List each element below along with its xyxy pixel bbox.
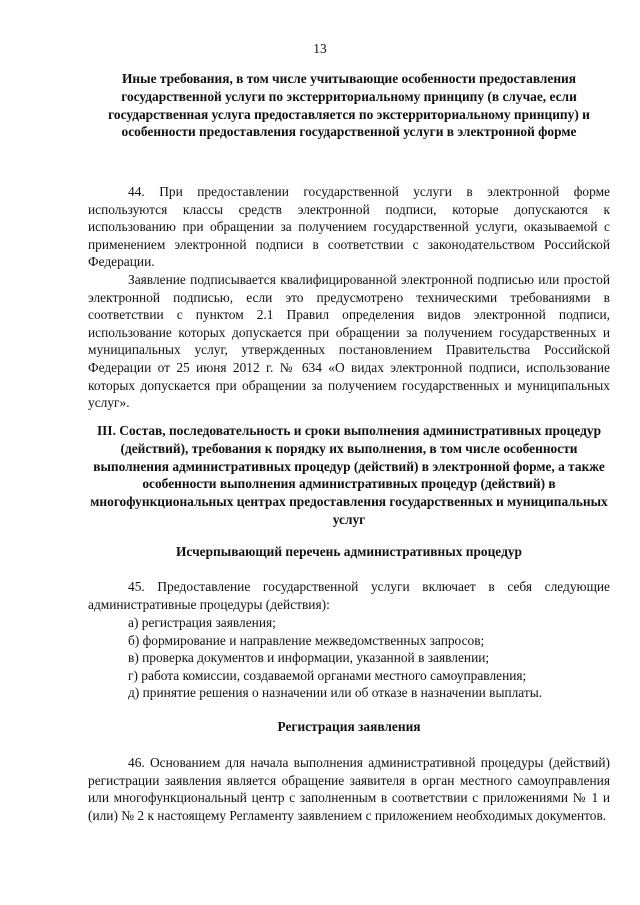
page-number: 13 bbox=[313, 41, 327, 56]
section-heading-other-requirements: Иные требования, в том числе учитывающие особенности предоставления государственной услуги по экстерриториальному принципу (в случае, если государственная услуга предоставляется по экстерриториальному принципу) и особенности предоставления государственной услуги в электронной форме bbox=[108, 71, 590, 140]
subsection-heading-registration: Регистрация заявления bbox=[277, 719, 421, 734]
section-heading-iii: III. Состав, последовательность и сроки выполнения административных процедур (действий), требования к порядку их выполнения, в том числе особенности выполнения административных процедур (действий) в электронной форме, а также особенности выполнения административных процедур (действий) в многофункциональных центрах предоставления государственных и муниципальных услуг bbox=[90, 423, 608, 527]
paragraph-signature-requirements: Заявление подписывается квалифицированной электронной подписью или простой электронной подписью, если это предусмотрено техническими требованиями в соответствии с пунктом 2.1 Правил определения видов электронной подписи, использование которых допускается при обращении за получением государственных и муниципальных услуг, утвержденных постановлением Правительства Российской Федерации от 25 июня 2012 г. № 634 «О видах электронной подписи, использование которых допускается при обращении за получением государственных и муниципальных услуг». bbox=[88, 272, 610, 411]
list-item: а) регистрация заявления; bbox=[128, 615, 276, 630]
list-item: в) проверка документов и информации, указанной в заявлении; bbox=[128, 650, 490, 666]
procedure-list bbox=[88, 614, 610, 702]
list-item: д) принятие решения о назначении или об отказе в назначении выплаты. bbox=[128, 685, 543, 701]
list-item: г) работа комиссии, создаваемой органами местного самоуправления; bbox=[128, 667, 527, 683]
subsection-heading-procedure-list: Исчерпывающий перечень административных процедур bbox=[175, 544, 522, 559]
list-item: б) формирование и направление межведомственных запросов; bbox=[128, 632, 485, 648]
paragraph-44: 44. При предоставлении государственной услуги в электронной форме используются классы средств электронной подписи, которые допускаются к использованию при обращении за получением государственной услуги, оказываемой с применением электронной подписи в соответствии с законодательством Российской Федерации. bbox=[88, 184, 610, 270]
paragraph-46: 46. Основанием для начала выполнения административной процедуры (действий) регистрации заявления является обращение заявителя в орган местного самоуправления или многофункциональный центр с заполненным в соответствии с приложениями № 1 и (или) № 2 к настоящему Регламенту заявлением с приложением необходимых документов. bbox=[88, 755, 610, 823]
paragraph-45: 45. Предоставление государственной услуги включает в себя следующие административные процедуры (действия): bbox=[88, 579, 610, 612]
